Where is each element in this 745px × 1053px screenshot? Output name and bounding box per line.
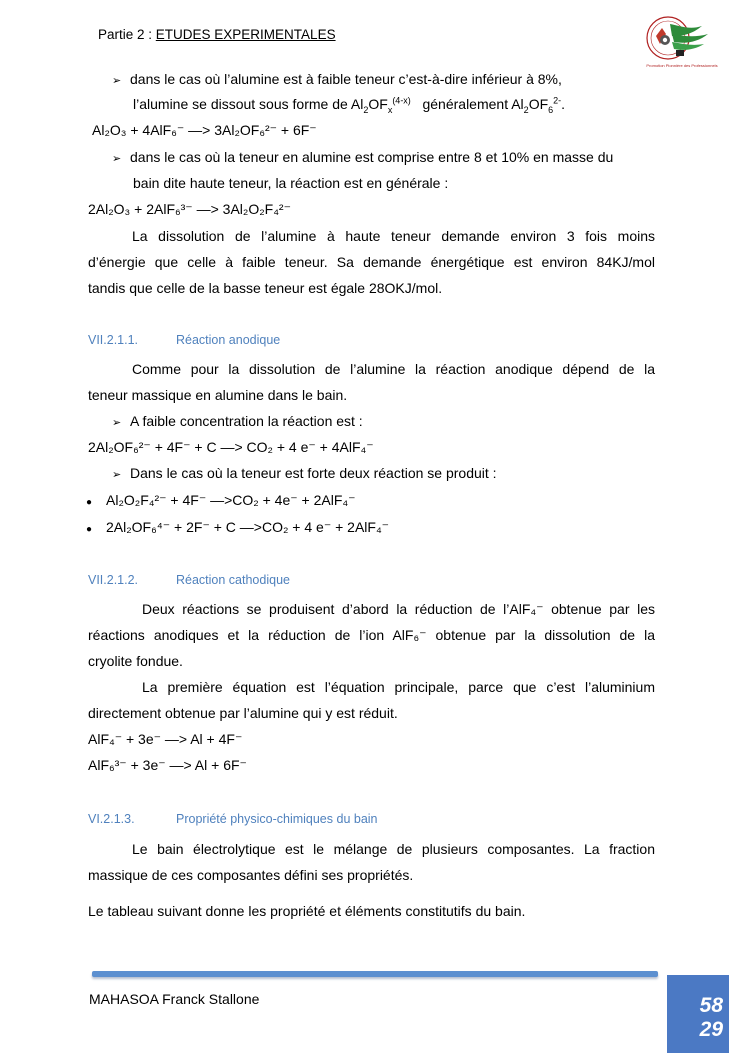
university-logo bbox=[632, 14, 732, 70]
paragraph-cathodic-l1: Deux réactions se produisent d’abord la réduction de l’AlF₄⁻ obtenue par les bbox=[142, 601, 655, 617]
logo-motto: Promotion Pionnière des Professionnels bbox=[646, 63, 718, 68]
section-number: VII.2.1.1. bbox=[88, 333, 139, 347]
paragraph-cathodic-l3: cryolite fondue. bbox=[88, 653, 183, 669]
dot-bullet-icon: ● bbox=[86, 524, 93, 535]
arrow-bullet-icon: ➢ bbox=[112, 152, 122, 165]
section-title: Réaction anodique bbox=[176, 333, 281, 347]
bullet-text: Dans le cas où la teneur est forte deux réaction se produit : bbox=[130, 465, 497, 481]
arrow-bullet-icon: ➢ bbox=[112, 416, 122, 429]
equation-2: 2Al₂O₃ + 2AlF₆³⁻ —> 3Al₂O₂F₄²⁻ bbox=[88, 201, 291, 217]
paragraph-energy-l2: d’énergie que celle à faible teneur. Sa demande énergétique est environ 84KJ/mol bbox=[88, 254, 655, 270]
section-title: Propriété physico-chimiques du bain bbox=[176, 812, 378, 826]
paragraph-main-eq-l2: directement obtenue par l’alumine qui y est réduit. bbox=[88, 705, 398, 721]
section-heading-properties bbox=[88, 812, 378, 826]
text-part: OF bbox=[528, 96, 549, 112]
page-number: 58 bbox=[699, 994, 723, 1017]
section-heading-cathodic bbox=[88, 573, 290, 587]
equation-7: AlF₆³⁻ + 3e⁻ —> Al + 6F⁻ bbox=[88, 757, 247, 773]
text-part: 2- bbox=[553, 95, 562, 106]
bullet-text: dans le cas où la teneur en alumine est comprise entre 8 et 10% en masse du bbox=[130, 149, 614, 165]
bullet-low-alumina-cont: l’alumine se dissout sous forme de $Al_2OF_x^{(4-x)}$ généralement $Al_2OF_6^{2-}$. bbox=[133, 95, 566, 115]
paragraph-main-eq-l1: La première équation est l’équation principale, parce que c’est l’aluminium bbox=[142, 679, 655, 695]
bullet-low-concentration bbox=[112, 412, 363, 432]
text-part: . bbox=[561, 96, 566, 112]
paragraph-table-intro: Le tableau suivant donne les propriété et éléments constitutifs du bain. bbox=[88, 903, 526, 919]
equation-6: AlF₄⁻ + 3e⁻ —> Al + 4F⁻ bbox=[88, 731, 243, 747]
footer-author: MAHASOA Franck Stallone bbox=[89, 991, 260, 1007]
section-title: Réaction cathodique bbox=[176, 573, 290, 587]
equation-4-text: Al₂O₂F₄²⁻ + 4F⁻ —>CO₂ + 4e⁻ + 2AlF₄⁻ bbox=[106, 492, 356, 508]
arrow-bullet-icon: ➢ bbox=[112, 74, 122, 87]
equation-5-text: 2Al₂OF₆⁴⁻ + 2F⁻ + C —>CO₂ + 4 e⁻ + 2AlF₄⁻ bbox=[106, 519, 390, 535]
paragraph-energy-l1: La dissolution de l’alumine à haute teneur demande environ 3 fois moins bbox=[132, 228, 655, 244]
header-part: Partie 2 : bbox=[98, 27, 156, 42]
bullet-high-concentration bbox=[112, 464, 497, 484]
section-number: VI.2.1.3. bbox=[88, 812, 135, 826]
page-number-box bbox=[667, 975, 729, 1053]
bullet-text: dans le cas où l’alumine est à faible teneur c’est-à-dire inférieur à 8%, bbox=[130, 71, 562, 87]
bullet-high-alumina bbox=[112, 148, 613, 168]
equation-4 bbox=[86, 491, 92, 512]
dot-bullet-icon: ● bbox=[86, 497, 93, 508]
bullet-high-alumina-cont: bain dite haute teneur, la réaction est en générale : bbox=[133, 175, 449, 191]
equation-3: 2Al₂OF₆²⁻ + 4F⁻ + C —> CO₂ + 4 e⁻ + 4AlF₄⁻ bbox=[88, 439, 374, 455]
arrow-bullet-icon: ➢ bbox=[112, 468, 122, 481]
header-title: ETUDES EXPERIMENTALES bbox=[155, 27, 336, 42]
footer-divider bbox=[92, 971, 658, 977]
paragraph-bath-l1: Le bain électrolytique est le mélange de plusieurs composantes. La fraction bbox=[132, 841, 655, 857]
text-part: l’alumine se dissout sous forme de Al bbox=[133, 96, 364, 112]
text-part: généralement Al bbox=[418, 96, 524, 112]
paragraph-anodic-l2: teneur massique en alumine dans le bain. bbox=[88, 387, 348, 403]
paragraph-cathodic-l2: réactions anodiques et la réduction de l’ion AlF₆⁻ obtenue par la dissolution de la bbox=[88, 627, 655, 643]
page-number-under: 29 bbox=[699, 1018, 723, 1041]
text-part: OF bbox=[368, 96, 388, 112]
text-part: (4-x) bbox=[392, 95, 411, 106]
paragraph-bath-l2: massique de ces composantes défini ses propriétés. bbox=[88, 867, 414, 883]
text-part: x bbox=[387, 104, 393, 115]
bullet-low-alumina bbox=[112, 70, 562, 90]
text-part: 6 bbox=[548, 104, 554, 115]
bullet-text: A faible concentration la réaction est : bbox=[130, 413, 363, 429]
equation-5 bbox=[86, 518, 92, 539]
equation-1: Al₂O₃ + 4AlF₆⁻ —> 3Al₂OF₆²⁻ + 6F⁻ bbox=[92, 122, 317, 138]
paragraph-anodic-l1: Comme pour la dissolution de l’alumine la réaction anodique dépend de la bbox=[132, 361, 655, 377]
section-heading-anodic bbox=[88, 333, 281, 347]
section-number: VII.2.1.2. bbox=[88, 573, 139, 587]
page-header bbox=[98, 27, 336, 42]
paragraph-energy-l3: tandis que celle de la basse teneur est égale 28OKJ/mol. bbox=[88, 280, 443, 296]
